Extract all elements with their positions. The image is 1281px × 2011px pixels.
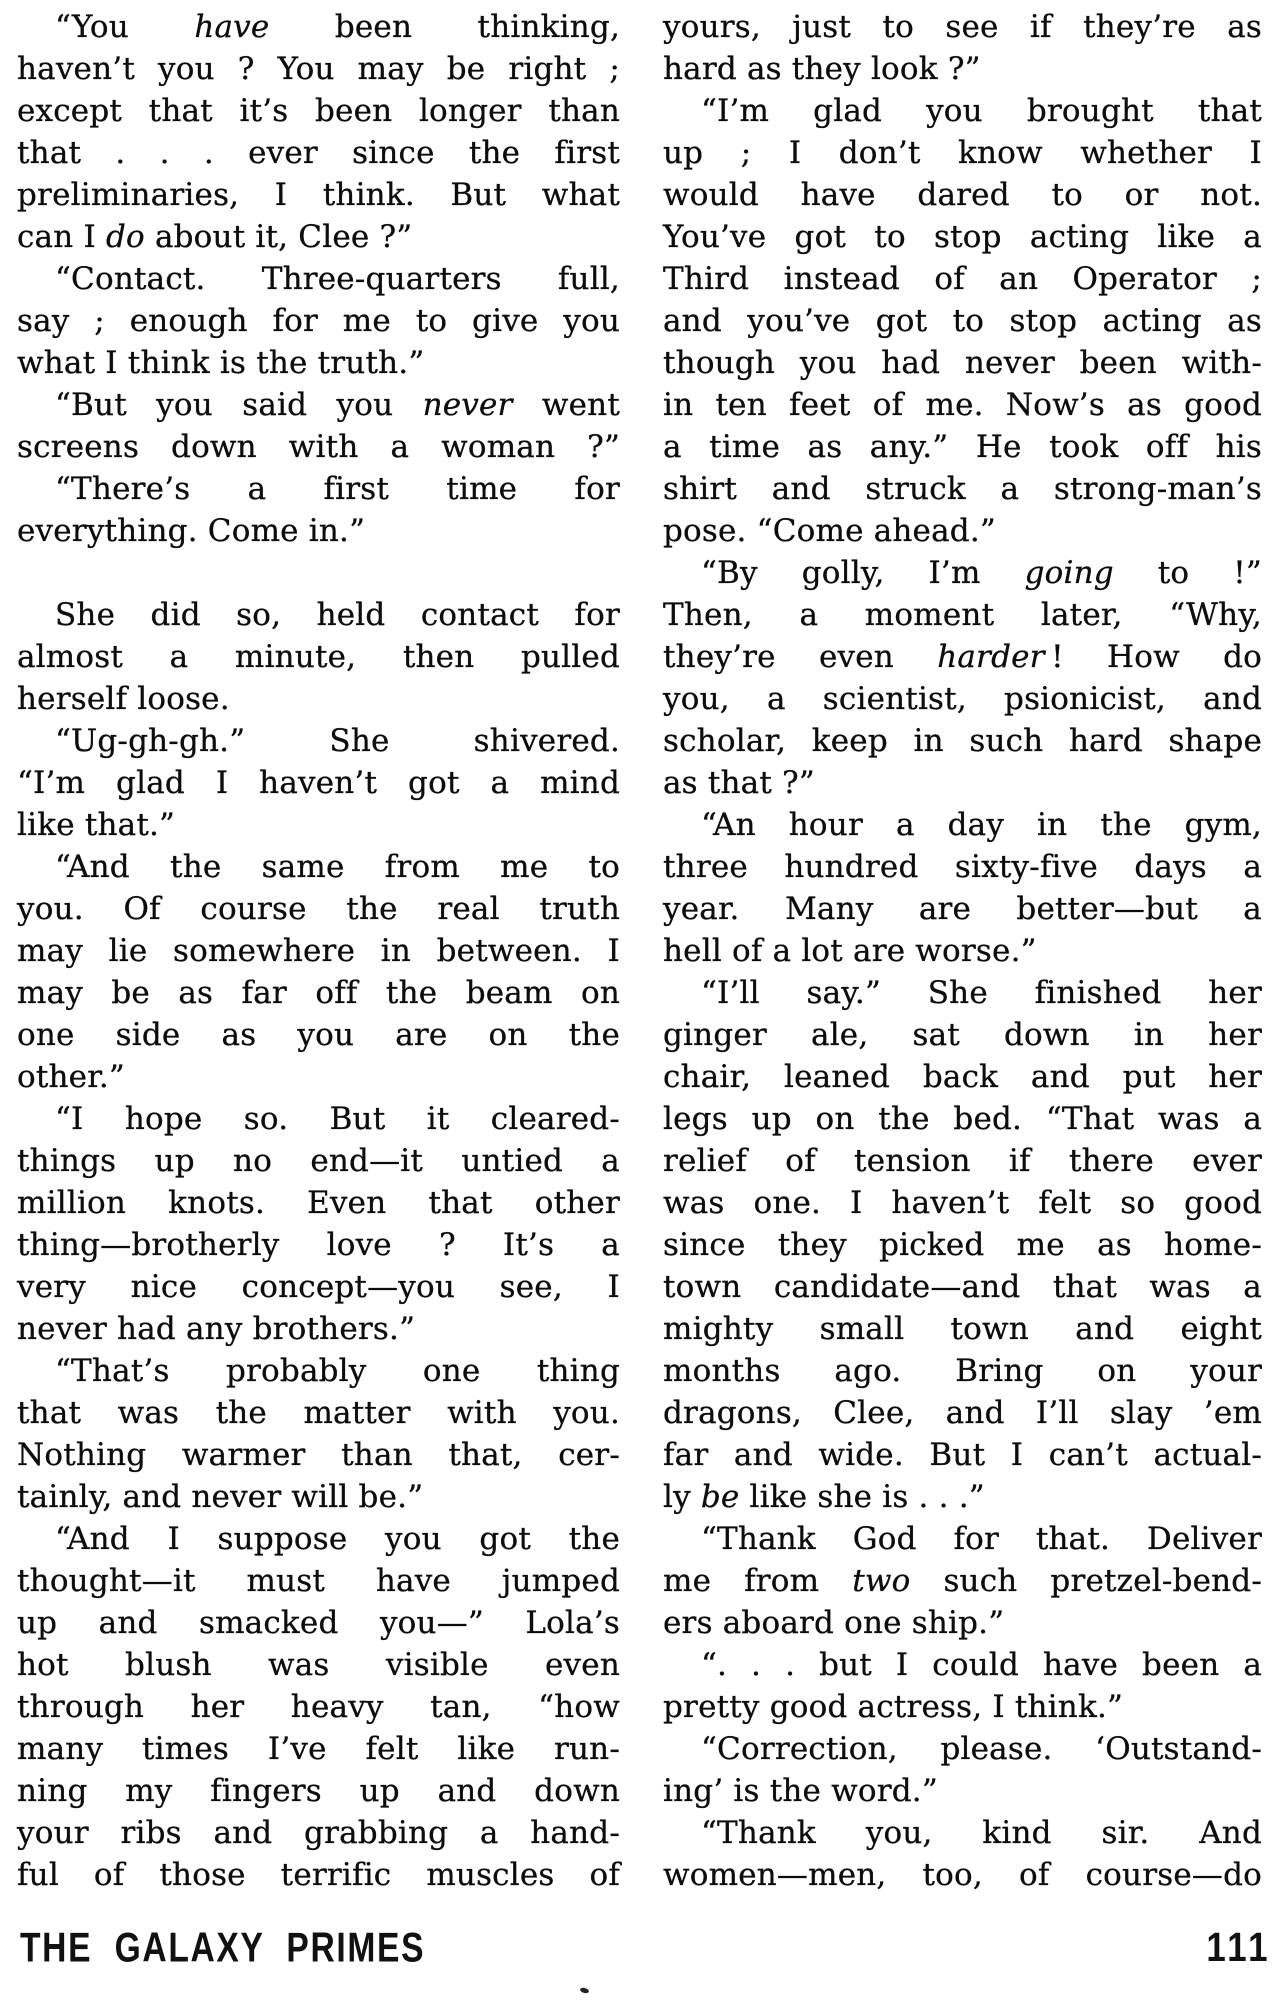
text-segment: say ; enough for me to give you <box>17 303 620 339</box>
text-segment: year. Many are better—but a <box>663 891 1262 927</box>
text-line <box>663 1266 1262 1308</box>
text-line <box>17 1056 620 1098</box>
text-line <box>663 636 1262 678</box>
text-line <box>17 888 620 930</box>
text-line <box>17 384 620 426</box>
text-segment: months ago. Bring on your <box>663 1353 1262 1389</box>
text-segment: your ribs and grabbing a hand- <box>17 1815 620 1851</box>
text-line <box>663 1434 1262 1476</box>
text-segment: up and smacked you—” Lola’s <box>17 1605 620 1641</box>
text-segment: thought—it must have jumped <box>17 1563 620 1599</box>
text-segment: hot blush was visible even <box>17 1647 620 1683</box>
text-segment: such pretzel-bend- <box>910 1563 1263 1599</box>
text-segment: almost a minute, then pulled <box>17 639 620 675</box>
text-segment: ly <box>663 1479 701 1515</box>
text-line <box>17 804 620 846</box>
text-segment: “That’s probably one thing <box>55 1353 620 1389</box>
text-segment: what I think is the truth.” <box>17 345 425 381</box>
text-line <box>663 1812 1262 1854</box>
text-line <box>17 1392 620 1434</box>
paragraph <box>663 1518 1262 1644</box>
text-line <box>17 1644 620 1686</box>
text-line <box>17 6 620 48</box>
text-segment: “There’s a first time for <box>55 471 620 507</box>
text-segment: you. Of course the real truth <box>17 891 620 927</box>
text-line <box>17 90 620 132</box>
text-column-left <box>17 6 620 1896</box>
text-line <box>17 1476 620 1518</box>
text-segment: you, a scientist, psionicist, and <box>663 681 1262 717</box>
text-line <box>663 1476 1262 1518</box>
paragraph <box>17 468 620 552</box>
text-line <box>17 132 620 174</box>
paragraph <box>663 804 1262 972</box>
text-segment: was one. I haven’t felt so good <box>663 1185 1262 1221</box>
text-segment: everything. Come in.” <box>17 513 366 549</box>
text-line <box>17 1854 620 1896</box>
text-line <box>17 1434 620 1476</box>
text-segment: things up no end—it untied a <box>17 1143 620 1179</box>
text-line <box>663 552 1262 594</box>
text-segment: hard as they look ?” <box>663 51 981 87</box>
text-segment: pose. “Come ahead.” <box>663 513 996 549</box>
paragraph <box>17 594 620 720</box>
text-segment: far and wide. But I can’t actual- <box>663 1437 1262 1473</box>
text-line <box>17 1350 620 1392</box>
text-segment: that . . . ever since the first <box>17 135 620 171</box>
text-segment: relief of tension if there ever <box>663 1143 1262 1179</box>
text-segment: about it, Clee ?” <box>144 219 413 255</box>
text-line <box>17 1224 620 1266</box>
text-line <box>663 804 1262 846</box>
text-segment: town candidate—and that was a <box>663 1269 1262 1305</box>
text-line <box>663 1308 1262 1350</box>
text-segment: to !” <box>1113 555 1262 591</box>
text-segment: mighty small town and eight <box>663 1311 1262 1347</box>
text-segment: “I’m glad you brought that <box>701 93 1262 129</box>
italic-text: going <box>1024 555 1114 591</box>
text-line <box>663 1854 1262 1896</box>
text-line <box>663 342 1262 384</box>
text-line <box>663 300 1262 342</box>
page-number: 111 <box>1206 1924 1271 1970</box>
paragraph <box>663 1812 1262 1896</box>
text-line <box>17 636 620 678</box>
paragraph <box>17 384 620 468</box>
text-segment: been thinking, <box>269 9 621 45</box>
text-segment: three hundred sixty-five days a <box>663 849 1262 885</box>
text-column-right <box>663 6 1262 1896</box>
text-segment: Third instead of an Operator ; <box>663 261 1262 297</box>
text-line <box>17 846 620 888</box>
text-line <box>17 174 620 216</box>
text-line <box>663 1140 1262 1182</box>
text-line <box>17 1308 620 1350</box>
text-line <box>17 972 620 1014</box>
text-line <box>663 1644 1262 1686</box>
text-segment: like that.” <box>17 807 176 843</box>
text-segment: You’ve got to stop acting like a <box>663 219 1262 255</box>
text-line <box>663 1686 1262 1728</box>
text-segment: “Contact. Three-quarters full, <box>55 261 620 297</box>
text-segment: herself loose. <box>17 681 230 717</box>
text-line <box>663 174 1262 216</box>
text-segment: women—men, too, of course—do <box>663 1857 1262 1893</box>
text-line <box>663 1014 1262 1056</box>
paragraph <box>17 720 620 846</box>
text-line <box>663 1602 1262 1644</box>
paragraph <box>17 1098 620 1350</box>
text-line <box>663 972 1262 1014</box>
text-line <box>663 1350 1262 1392</box>
text-segment: preliminaries, I think. But what <box>17 177 620 213</box>
text-segment: “I’m glad I haven’t got a mind <box>17 765 620 801</box>
text-segment: “An hour a day in the gym, <box>701 807 1262 843</box>
text-segment: many times I’ve felt like run- <box>17 1731 620 1767</box>
text-segment: hell of a lot are worse.” <box>663 933 1037 969</box>
text-line <box>17 342 620 384</box>
text-line <box>17 1728 620 1770</box>
text-line <box>17 216 620 258</box>
running-title: THE GALAXY PRIMES <box>20 1924 426 1971</box>
text-line <box>17 48 620 90</box>
text-line <box>663 888 1262 930</box>
paragraph <box>663 6 1262 90</box>
text-segment: “And the same from me to <box>55 849 620 885</box>
text-line <box>17 1812 620 1854</box>
text-line <box>663 132 1262 174</box>
text-line <box>663 1518 1262 1560</box>
text-segment: scholar, keep in such hard shape <box>663 723 1262 759</box>
text-line <box>17 1014 620 1056</box>
text-line <box>17 426 620 468</box>
text-line <box>17 1686 620 1728</box>
text-segment: a time as any.” He took off his <box>663 429 1262 465</box>
text-segment: “I hope so. But it cleared- <box>55 1101 620 1137</box>
text-line <box>663 426 1262 468</box>
text-line <box>17 1140 620 1182</box>
text-line <box>663 510 1262 552</box>
italic-text: be <box>700 1479 740 1515</box>
text-segment: ers aboard one ship.” <box>663 1605 1005 1641</box>
text-line <box>663 930 1262 972</box>
text-segment: chair, leaned back and put her <box>663 1059 1262 1095</box>
text-segment: they’re even <box>663 639 938 675</box>
text-segment: ful of those terrific muscles of <box>17 1857 620 1893</box>
text-line <box>663 90 1262 132</box>
italic-text: harder <box>937 639 1045 675</box>
section-break <box>17 552 620 594</box>
text-segment: thing—brotherly love ? It’s a <box>17 1227 620 1263</box>
text-line <box>663 1392 1262 1434</box>
text-segment: “But you said you <box>55 387 423 423</box>
text-line <box>663 6 1262 48</box>
italic-text: do <box>105 219 145 255</box>
italic-text: two <box>852 1563 911 1599</box>
text-line <box>17 720 620 762</box>
text-segment: as that ?” <box>663 765 815 801</box>
text-line <box>663 1770 1262 1812</box>
paragraph <box>663 90 1262 552</box>
text-line <box>17 468 620 510</box>
text-segment: She did so, held contact for <box>55 597 620 633</box>
italic-text: never <box>422 387 513 423</box>
text-segment: screens down with a woman ?” <box>17 429 620 465</box>
text-segment: dragons, Clee, and I’ll slay ’em <box>663 1395 1262 1431</box>
text-segment: “Ug-gh-gh.” She shivered. <box>55 723 620 759</box>
text-line <box>17 1770 620 1812</box>
text-line <box>17 258 620 300</box>
paragraph <box>17 1518 620 1896</box>
text-line <box>663 1728 1262 1770</box>
paragraph <box>17 258 620 384</box>
text-segment: haven’t you ? You may be right ; <box>17 51 620 87</box>
text-line <box>663 1182 1262 1224</box>
paragraph <box>663 552 1262 804</box>
paragraph <box>663 1728 1262 1812</box>
paragraph <box>17 1350 620 1518</box>
text-line <box>17 1182 620 1224</box>
text-line <box>17 510 620 552</box>
text-segment: went <box>512 387 620 423</box>
text-segment: in ten feet of me. Now’s as good <box>663 387 1262 423</box>
text-segment: “By golly, I’m <box>701 555 1025 591</box>
text-segment: me from <box>663 1563 853 1599</box>
paragraph <box>663 972 1262 1518</box>
text-segment: up ; I don’t know whether I <box>663 135 1262 171</box>
paragraph <box>17 6 620 258</box>
text-line <box>663 1056 1262 1098</box>
text-segment: though you had never been with- <box>663 345 1262 381</box>
text-line <box>17 930 620 972</box>
text-segment: pretty good actress, I think.” <box>663 1689 1124 1725</box>
text-line <box>663 762 1262 804</box>
text-line <box>663 594 1262 636</box>
text-segment: yours, just to see if they’re as <box>663 9 1262 45</box>
text-line <box>17 1266 620 1308</box>
text-segment: Nothing warmer than that, cer- <box>17 1437 620 1473</box>
text-line <box>663 1560 1262 1602</box>
text-line <box>17 762 620 804</box>
text-segment: would have dared to or not. <box>663 177 1262 213</box>
text-segment: ing’ is the word.” <box>663 1773 938 1809</box>
text-segment: million knots. Even that other <box>17 1185 620 1221</box>
text-segment: one side as you are on the <box>17 1017 620 1053</box>
text-segment: and you’ve got to stop acting as <box>663 303 1262 339</box>
text-segment: “. . . but I could have been a <box>701 1647 1262 1683</box>
text-segment: ginger ale, sat down in her <box>663 1017 1262 1053</box>
text-segment: may be as far off the beam on <box>17 975 620 1011</box>
text-segment: can I <box>17 219 106 255</box>
text-segment: “Thank God for that. Deliver <box>701 1521 1262 1557</box>
text-segment: ! How do <box>1044 639 1262 675</box>
text-line <box>663 48 1262 90</box>
text-line <box>663 846 1262 888</box>
paragraph <box>17 846 620 1098</box>
text-segment: other.” <box>17 1059 125 1095</box>
text-segment: “Thank you, kind sir. And <box>701 1815 1262 1851</box>
text-line <box>17 1602 620 1644</box>
text-segment: like she is . . .” <box>739 1479 985 1515</box>
italic-text: have <box>194 9 270 45</box>
text-segment: “I’ll say.” She finished her <box>701 975 1262 1011</box>
page-footer <box>0 1922 1281 1992</box>
text-segment: ning my fingers up and down <box>17 1773 620 1809</box>
text-segment: through her heavy tan, “how <box>17 1689 620 1725</box>
text-segment: except that it’s been longer than <box>17 93 620 129</box>
text-line <box>17 1560 620 1602</box>
text-line <box>17 1518 620 1560</box>
text-segment: never had any brothers.” <box>17 1311 416 1347</box>
text-segment: “You <box>55 9 195 45</box>
text-line <box>663 1224 1262 1266</box>
text-line <box>663 216 1262 258</box>
text-line <box>663 720 1262 762</box>
text-line <box>663 1098 1262 1140</box>
text-segment: may lie somewhere in between. I <box>17 933 620 969</box>
text-segment: “Correction, please. ‘Outstand- <box>701 1731 1262 1767</box>
text-line <box>663 468 1262 510</box>
text-segment: Then, a moment later, “Why, <box>663 597 1262 633</box>
text-segment: shirt and struck a strong-man’s <box>663 471 1262 507</box>
text-segment: very nice concept—you see, I <box>17 1269 620 1305</box>
text-segment: “And I suppose you got the <box>55 1521 620 1557</box>
text-line <box>663 384 1262 426</box>
text-segment: since they picked me as home- <box>663 1227 1262 1263</box>
text-line <box>663 258 1262 300</box>
text-segment: legs up on the bed. “That was a <box>663 1101 1262 1137</box>
text-line <box>17 300 620 342</box>
text-line <box>17 594 620 636</box>
text-line <box>17 1098 620 1140</box>
text-segment: that was the matter with you. <box>17 1395 620 1431</box>
text-line <box>17 678 620 720</box>
text-segment: tainly, and never will be.” <box>17 1479 424 1515</box>
paragraph <box>663 1644 1262 1728</box>
text-line <box>663 678 1262 720</box>
